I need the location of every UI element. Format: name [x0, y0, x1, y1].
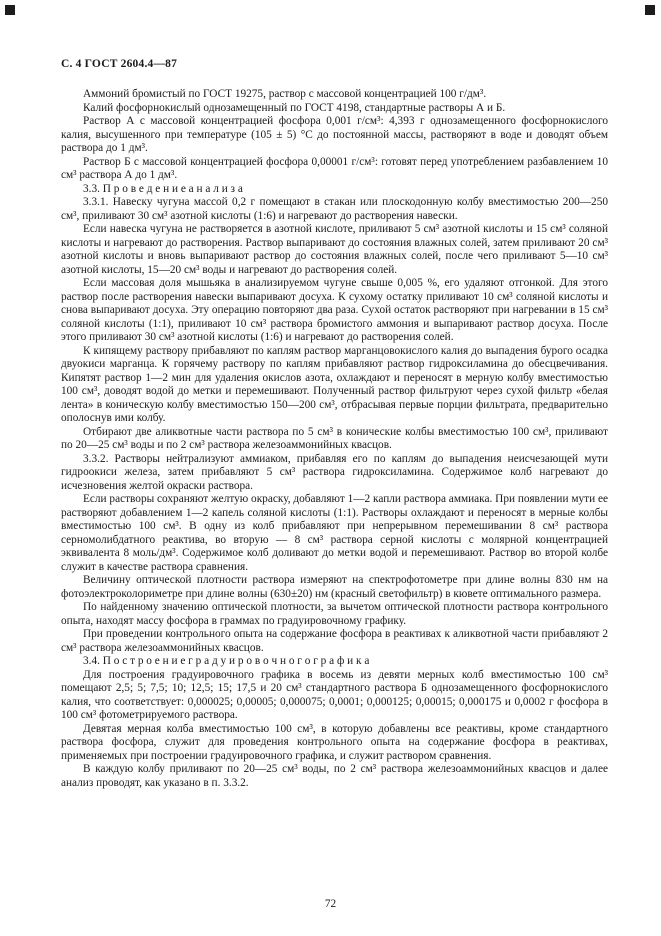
- paragraph: 3.3.2. Растворы нейтрализуют аммиаком, прибавляя его по каплям до выпадения неисчезающей мути гидроокиси железа, затем прибавляют 5 см³ раствора гидроксиламина. Содержимое колб нагревают до исчезновения желтой окраски раствора.: [61, 452, 608, 492]
- paragraph: 3.3.1. Навеску чугуна массой 0,2 г помещают в стакан или плоскодонную колбу вместимостью 200—250 см³, приливают 30 см³ азотной кислоты (1:6) и нагревают до растворения навески.: [61, 196, 608, 222]
- paragraph: Девятая мерная колба вместимостью 100 см³, в которую добавлены все реактивы, кроме стандартного раствора фосфора, служит для проведения контрольного опыта на содержание фосфора в реактивах, применяемых при построении градуировочного графика, и служит раствором сравнения.: [61, 722, 608, 762]
- paragraph: Раствор Б с массовой концентрацией фосфора 0,00001 г/см³: готовят перед употреблением разбавлением 10 см³ раствора А до 1 дм³.: [61, 155, 608, 181]
- page-header: С. 4 ГОСТ 2604.4—87: [61, 58, 178, 70]
- paragraph: При проведении контрольного опыта на содержание фосфора в реактивах к аликвотной части прибавляют 2 см³ раствора железоаммонийных квасцов.: [61, 628, 608, 654]
- paragraph: Аммоний бромистый по ГОСТ 19275, раствор с массовой концентрацией 100 г/дм³.: [83, 88, 487, 100]
- section-heading: 3.3. П р о в е д е н и е а н а л и з а: [83, 182, 243, 195]
- paragraph: По найденному значению оптической плотности, за вычетом оптической плотности раствора контрольного опыта, находят массу фосфора в граммах по градуировочному графику.: [61, 601, 608, 627]
- paragraph: Если растворы сохраняют желтую окраску, добавляют 1—2 капли раствора аммиака. При появлении мути ее растворяют добавлением 1—2 капель соляной кислоты (1:1). Растворы охлаждают и переносят в мерные колбы вместимостью 100 см³. В одну из колб прибавляют при непрерывном перемешивании 8 см³ раствора серномолибдатного реактива, во вторую — 8 см³ раствора серной кислоты с молярной концентрацией эквивалента 8 моль/дм³. Содержимое колб доливают до метки водой и перемешивают. Раствор во второй колбе служит в качестве раствора сравнения.: [61, 493, 608, 573]
- paragraph: Если навеска чугуна не растворяется в азотной кислоте, приливают 5 см³ азотной кислоты и 15 см³ соляной кислоты и нагревают до растворения. Раствор выпаривают до состояния влажных солей, затем приливают 20 см³ азотной кислоты и вновь выпаривают раствор до состояния влажных солей, после чего приливают 5—10 см³ азотной кислоты, 15—20 см³ воды и нагревают до растворения солей.: [61, 223, 608, 276]
- paragraph: В каждую колбу приливают по 20—25 см³ воды, по 2 см³ раствора железоаммонийных квасцов и далее анализ проводят, как указано в п. 3.3.2.: [61, 763, 608, 789]
- document-body: [61, 88, 608, 790]
- registration-mark-top-left: [5, 5, 15, 15]
- registration-mark-top-right: [645, 5, 655, 15]
- paragraph: Величину оптической плотности раствора измеряют на спектрофотометре при длине волны 830 нм на фотоэлектроколориметре при длине волны (630±20) нм (красный светофильтр) в кювете оптимального размера.: [61, 574, 608, 600]
- paragraph: Отбирают две аликвотные части раствора по 5 см³ в конические колбы вместимостью 100 см³, приливают по 20—25 см³ воды и по 2 см³ раствора железоаммонийных квасцов.: [61, 425, 608, 451]
- paragraph: Если массовая доля мышьяка в анализируемом чугуне свыше 0,005 %, его удаляют отгонкой. Для этого раствор после растворения навески выпаривают досуха. К сухому остатку приливают 10 см³ соляной кислоты и снова выпаривают досуха. Эту операцию повторяют два раза. Сухой остаток растворяют при нагревании в 15 см³ соляной кислоты (1:1), приливают 10 см³ раствора бромистого аммония и выпаривают раствор досуха. После этого приливают 30 см³ азотной кислоты (1:6) и нагревают до растворения солей.: [61, 277, 608, 343]
- section-heading: 3.4. П о с т р о е н и е г р а д у и р о в о ч н о г о г р а ф и к а: [83, 655, 370, 667]
- paragraph: Раствор А с массовой концентрацией фосфора 0,001 г/см³: 4,393 г однозамещенного фосфорнокислого калия, высушенного при температуре (105 ± 5) °С до постоянной массы, растворяют в воде и доводят объем раствора до 1 дм³.: [61, 115, 608, 154]
- paragraph: Для построения градуировочного графика в восемь из девяти мерных колб вместимостью 100 см³ помещают 2,5; 5; 7,5; 10; 12,5; 15; 17,5 и 20 см³ стандартного раствора Б однозамещенного фосфорнокислого калия, что соответствует: 0,000025; 0,00005; 0,000075; 0,0001; 0,000125; 0,00015; 0,000175 и 0,0002 г фосфора в 100 см³ фотометрируемого раствора.: [61, 668, 608, 721]
- paragraph: Калий фосфорнокислый однозамещенный по ГОСТ 4198, стандартные растворы А и Б.: [83, 101, 506, 114]
- page-number: 72: [324, 898, 337, 910]
- paragraph: К кипящему раствору прибавляют по каплям раствор марганцовокислого калия до выпадения бурого осадка двуокиси марганца. К горячему раствору по каплям прибавляют раствор гидроксиламина до обесцвечивания. Кипятят раствор 1—2 мин для удаления окислов азота, охлаждают и переносят в мерную колбу вместимостью 100 см³, доводят водой до метки и перемешивают. Полученный раствор фильтруют через сухой фильтр «белая лента» в коническую колбу вместимостью 150—200 см³, отбрасывая первые порции фильтрата, предварительно ополоснув ими колбу.: [61, 344, 608, 424]
